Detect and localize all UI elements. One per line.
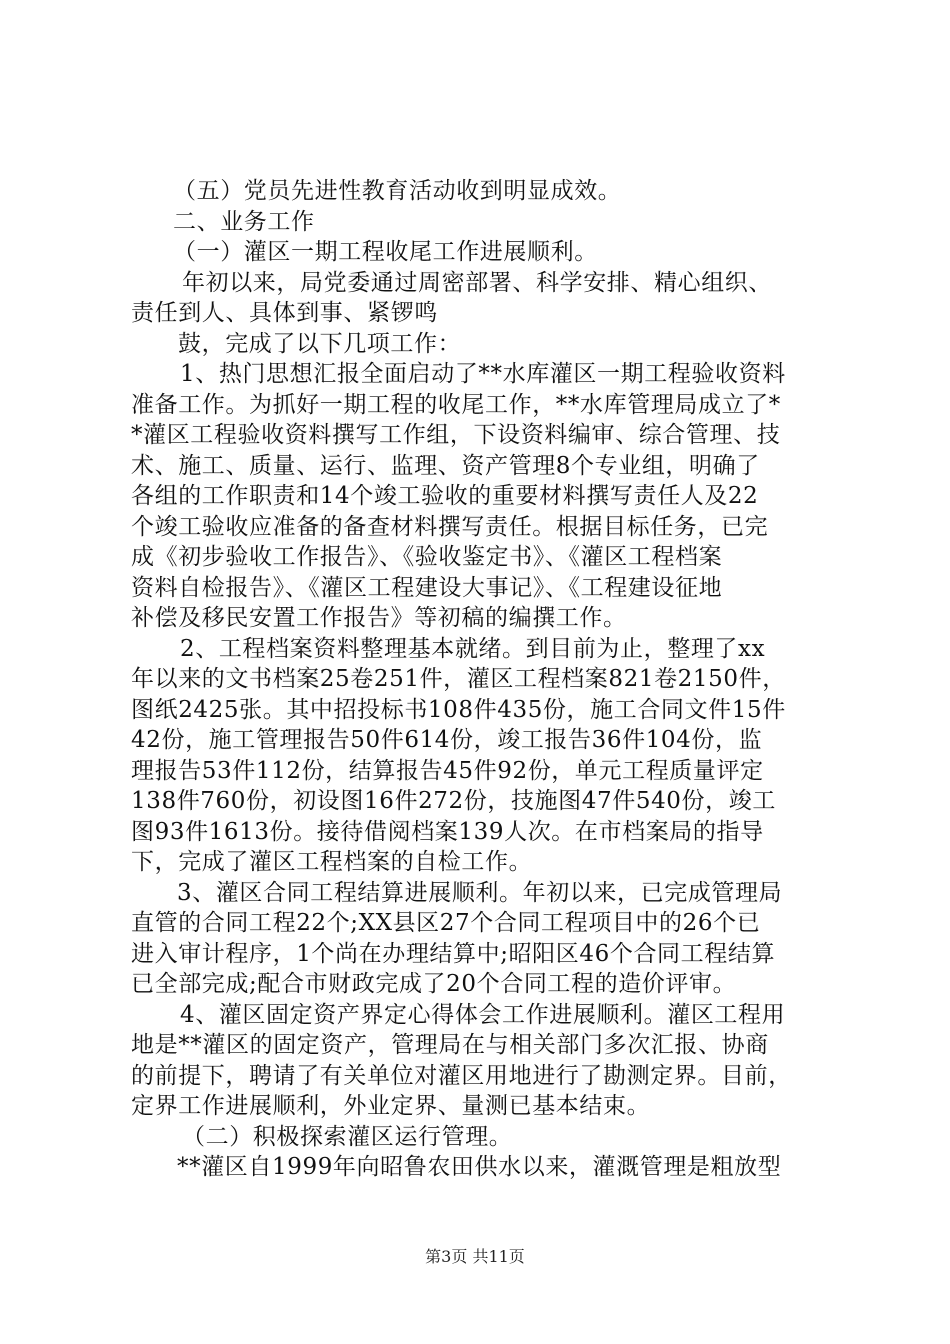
text-line: 直管的合同工程22个;XX县区27个合同工程项目中的26个已	[131, 910, 761, 936]
text-line: 鼓，完成了以下几项工作：	[178, 331, 462, 357]
text-line: 下，完成了灌区工程档案的自检工作。	[131, 849, 533, 875]
text-line: 的前提下，聘请了有关单位对灌区用地进行了勘测定界。目前，	[131, 1063, 792, 1089]
text-line: 理报告53件112份，结算报告45件92份，单元工程质量评定	[131, 758, 764, 784]
text-line: 年初以来，局党委通过周密部署、科学安排、精心组织、	[182, 270, 772, 296]
text-line: 成《初步验收工作报告》、《验收鉴定书》、《灌区工程档案	[131, 544, 723, 570]
text-line: 3、灌区合同工程结算进展顺利。年初以来，已完成管理局	[177, 880, 783, 906]
text-line: 地是**灌区的固定资产，管理局在与相关部门多次汇报、协商	[131, 1032, 769, 1058]
text-line: 年以来的文书档案25卷251件，灌区工程档案821卷2150件，	[131, 666, 786, 692]
text-line: 各组的工作职责和14个竣工验收的重要材料撰写责任人及22	[131, 483, 759, 509]
text-line: 4、灌区固定资产界定心得体会工作进展顺利。灌区工程用	[180, 1002, 786, 1028]
text-line: 1、热门思想汇报全面启动了**水库灌区一期工程验收资料	[180, 361, 786, 387]
text-line: 个竣工验收应准备的备查材料撰写责任。根据目标任务，已完	[131, 514, 769, 540]
section-heading: 二、业务工作	[173, 209, 315, 235]
text-line: 42份，施工管理报告50件614份，竣工报告36件104份，监	[131, 727, 763, 753]
text-line: 2、工程档案资料整理基本就绪。到目前为止，整理了xx	[180, 636, 766, 662]
text-line: 图纸2425张。其中招投标书108件435份，施工合同文件15件	[131, 697, 786, 723]
text-line: 图93件1613份。接待借阅档案139人次。在市档案局的指导	[131, 819, 764, 845]
text-line: 已全部完成;配合市财政完成了20个合同工程的造价评审。	[131, 971, 737, 997]
text-line: 资料自检报告》、《灌区工程建设大事记》、《工程建设征地	[131, 575, 723, 601]
text-line: *灌区工程验收资料撰写工作组，下设资料编审、综合管理、技	[131, 422, 781, 448]
text-line: 定界工作进展顺利，外业定界、量测已基本结束。	[131, 1093, 651, 1119]
text-line: 准备工作。为抓好一期工程的收尾工作，**水库管理局成立了*	[131, 392, 781, 418]
subsection-heading: （二）积极探索灌区运行管理。	[182, 1124, 513, 1150]
text-line: 进入审计程序，1个尚在办理结算中;昭阳区46个合同工程结算	[131, 941, 776, 967]
text-line: 责任到人、具体到事、紧锣鸣	[131, 300, 438, 326]
text-line: 补偿及移民安置工作报告》等初稿的编撰工作。	[131, 605, 627, 631]
page-footer: 第3页 共11页	[425, 1247, 525, 1266]
text-line: 138件760份，初设图16件272份，技施图47件540份，竣工	[131, 788, 776, 814]
subsection-heading: （一）灌区一期工程收尾工作进展顺利。	[173, 239, 598, 265]
text-line: 术、施工、质量、运行、监理、资产管理8个专业组，明确了	[131, 453, 760, 479]
text-line: （五）党员先进性教育活动收到明显成效。	[173, 178, 622, 204]
text-line: **灌区自1999年向昭鲁农田供水以来，灌溉管理是粗放型	[177, 1154, 782, 1180]
